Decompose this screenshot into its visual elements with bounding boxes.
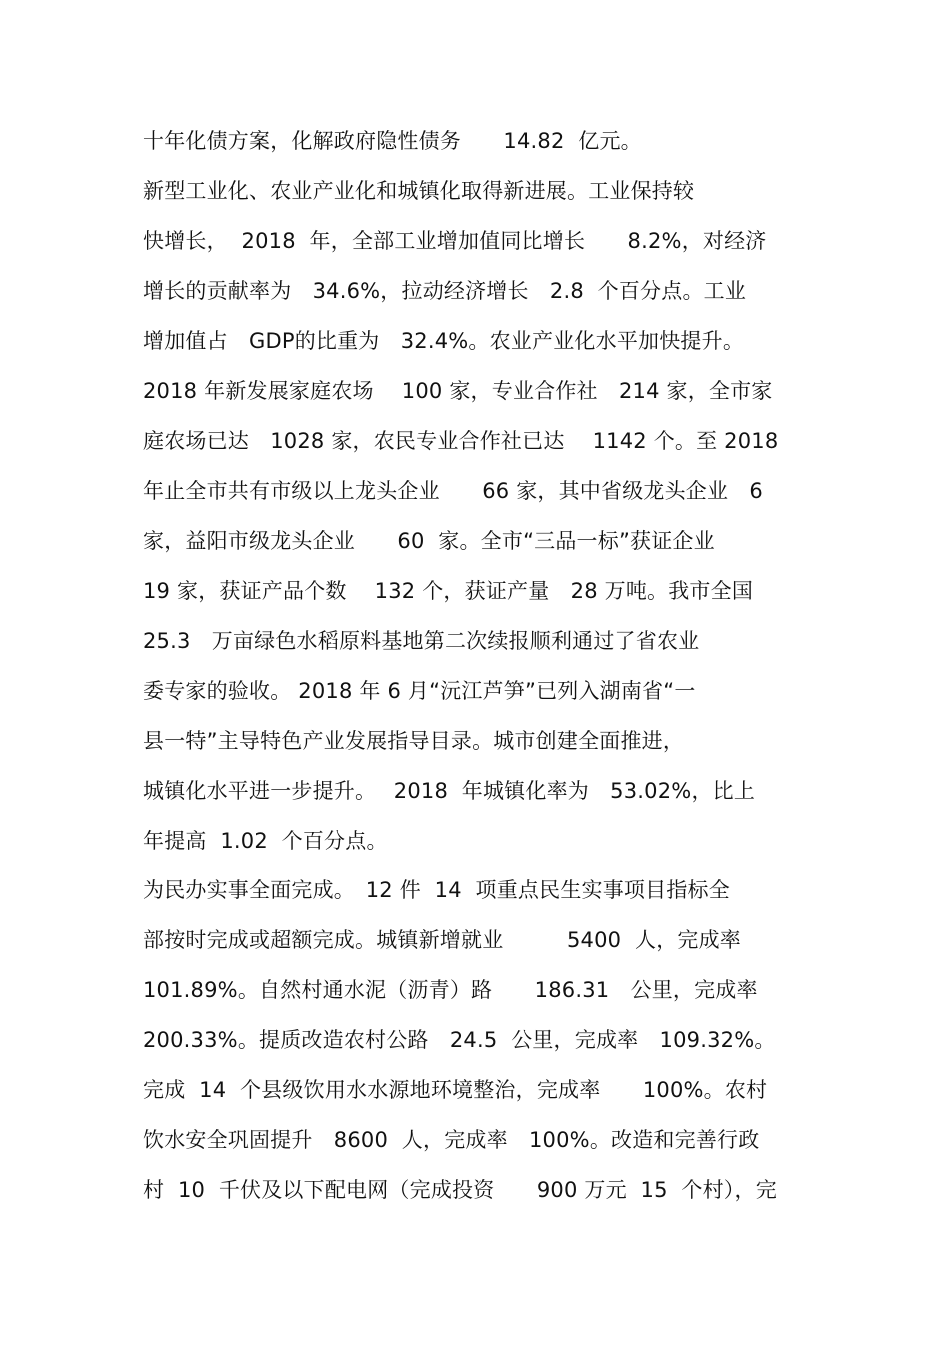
text-line: 十年化债方案，化解政府隐性债务 14.82 亿元。 <box>143 129 642 153</box>
text-line: 增长的贡献率为 34.6%，拉动经济增长 2.8 个百分点。工业 <box>143 279 747 303</box>
text-line: 为民办实事全面完成。 12 件 14 项重点民生实事项目指标全 <box>143 878 730 902</box>
text-line: 村 10 千伏及以下配电网（完成投资 900 万元 15 个村），完 <box>143 1178 777 1202</box>
text-line: 部按时完成或超额完成。城镇新增就业 5400 人，完成率 <box>143 928 741 952</box>
text-line: 县一特”主导特色产业发展指导目录。城市创建全面推进， <box>143 729 685 753</box>
text-line: 年提高 1.02 个百分点。 <box>143 829 388 853</box>
text-line: 101.89%。自然村通水泥（沥青）路 186.31 公里，完成率 <box>143 978 758 1002</box>
text-line: 200.33%。提质改造农村公路 24.5 公里，完成率 109.32%。 <box>143 1028 776 1052</box>
text-line: 年止全市共有市级以上龙头企业 66 家，其中省级龙头企业 6 <box>143 479 763 503</box>
text-line: 家，益阳市级龙头企业 60 家。全市“三品一标”获证企业 <box>143 529 715 553</box>
text-line: 快增长， 2018 年，全部工业增加值同比增长 8.2%，对经济 <box>143 229 767 253</box>
text-line: 城镇化水平进一步提升。 2018 年城镇化率为 53.02%，比上 <box>143 779 756 803</box>
text-line: 新型工业化、农业产业化和城镇化取得新进展。工业保持较 <box>143 179 695 203</box>
text-line: 完成 14 个县级饮用水水源地环境整治，完成率 100%。农村 <box>143 1078 768 1102</box>
text-line: 25.3 万亩绿色水稻原料基地第二次续报顺利通过了省农业 <box>143 629 700 653</box>
text-line: 19 家，获证产品个数 132 个，获证产量 28 万吨。我市全国 <box>143 579 754 603</box>
text-line: 委专家的验收。 2018 年 6 月“沅江芦笋”已列入湖南省“一 <box>143 679 696 703</box>
text-line: 2018 年新发展家庭农场 100 家，专业合作社 214 家，全市家 <box>143 379 773 403</box>
text-line: 庭农场已达 1028 家，农民专业合作社已达 1142 个。至 2018 <box>143 429 779 453</box>
text-line: 增加值占 GDP的比重为 32.4%。农业产业化水平加快提升。 <box>143 329 745 353</box>
text-line: 饮水安全巩固提升 8600 人，完成率 100%。改造和完善行政 <box>143 1128 760 1152</box>
